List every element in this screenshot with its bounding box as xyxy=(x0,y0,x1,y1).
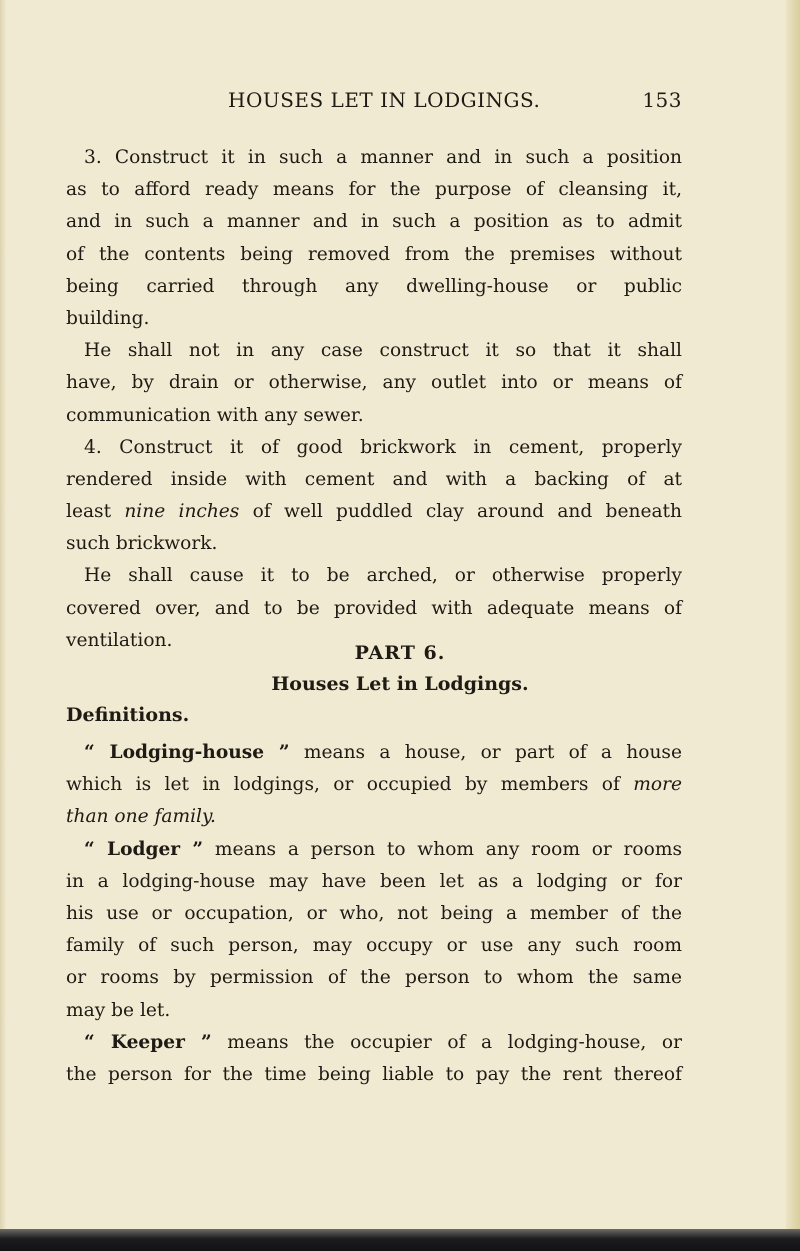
part-heading: PART 6. xyxy=(354,642,446,664)
text-line: his use or occupation, or who, not being a member of the xyxy=(66,902,682,924)
text-line: covered over, and to be provided with adequate means of xyxy=(66,597,682,619)
text-line: as to afford ready means for the purpose of cleansing it, xyxy=(66,179,682,201)
italic-phrase: nine inches xyxy=(124,501,240,523)
text-line: and in such a manner and in such a position as to admit xyxy=(66,211,682,233)
upper-text-block xyxy=(66,142,682,657)
text-line: or rooms by permission of the person to whom the same xyxy=(66,967,682,989)
text-line: the person for the time being liable to pay the rent thereof xyxy=(66,1063,682,1085)
defined-term: “ Lodging-house ” xyxy=(84,742,290,763)
text-fragment: means a person to whom any room or rooms xyxy=(214,838,682,860)
text-line: in a lodging-house may have been let as a lodging or for xyxy=(66,870,682,892)
italic-phrase: more xyxy=(633,774,682,796)
text-line-mixed xyxy=(66,769,682,801)
text-line: communication with any sewer. xyxy=(66,404,364,426)
text-line: may be let. xyxy=(66,999,171,1021)
text-line: He shall not in any case construct it so that it shall xyxy=(84,340,682,362)
defined-term: “ Keeper ” xyxy=(84,1031,212,1053)
text-line: rendered inside with cement and with a backing of at xyxy=(66,468,682,490)
running-header xyxy=(228,88,682,114)
text-fragment: which is let in lodgings, or occupied by members of xyxy=(66,774,620,796)
running-title: HOUSES LET IN LODGINGS. xyxy=(228,88,541,112)
text-fragment: means a house, or part of a house xyxy=(303,742,682,763)
side-heading: Definitions. xyxy=(66,704,190,726)
text-line-mixed xyxy=(66,496,682,528)
page-edge-right xyxy=(786,0,800,1251)
defined-term: “ Lodger ” xyxy=(84,838,204,860)
text-line: being carried through any dwelling-house or public xyxy=(66,275,682,297)
scan-bottom-shadow xyxy=(0,1229,800,1251)
text-line: have, by drain or otherwise, any outlet into or means of xyxy=(66,372,682,394)
text-line: 4. Construct it of good brickwork in cement, properly xyxy=(84,436,682,458)
page-edge-left xyxy=(0,0,6,1251)
text-fragment: least xyxy=(66,501,112,523)
text-line: of the contents being removed from the premises without xyxy=(66,243,682,265)
text-line: such brickwork. xyxy=(66,533,218,555)
text-fragment: of well puddled clay around and beneath xyxy=(252,501,682,523)
text-fragment: means the occupier of a lodging-house, or xyxy=(227,1031,682,1053)
text-line: family of such person, may occupy or use any such room xyxy=(66,935,682,957)
part-subheading: Houses Let in Lodgings. xyxy=(271,673,529,695)
text-line: building. xyxy=(66,307,150,329)
definition-lodging-house xyxy=(66,737,682,769)
definition-keeper xyxy=(66,1027,682,1059)
text-line: ventilation. xyxy=(66,629,173,651)
text-line: 3. Construct it in such a manner and in such a position xyxy=(84,147,682,168)
definitions-block xyxy=(66,737,682,1091)
italic-line: than one family. xyxy=(66,806,216,828)
text-line: He shall cause it to be arched, or otherwise properly xyxy=(84,565,682,587)
definition-lodger xyxy=(66,834,682,866)
page-number: 153 xyxy=(642,88,682,112)
